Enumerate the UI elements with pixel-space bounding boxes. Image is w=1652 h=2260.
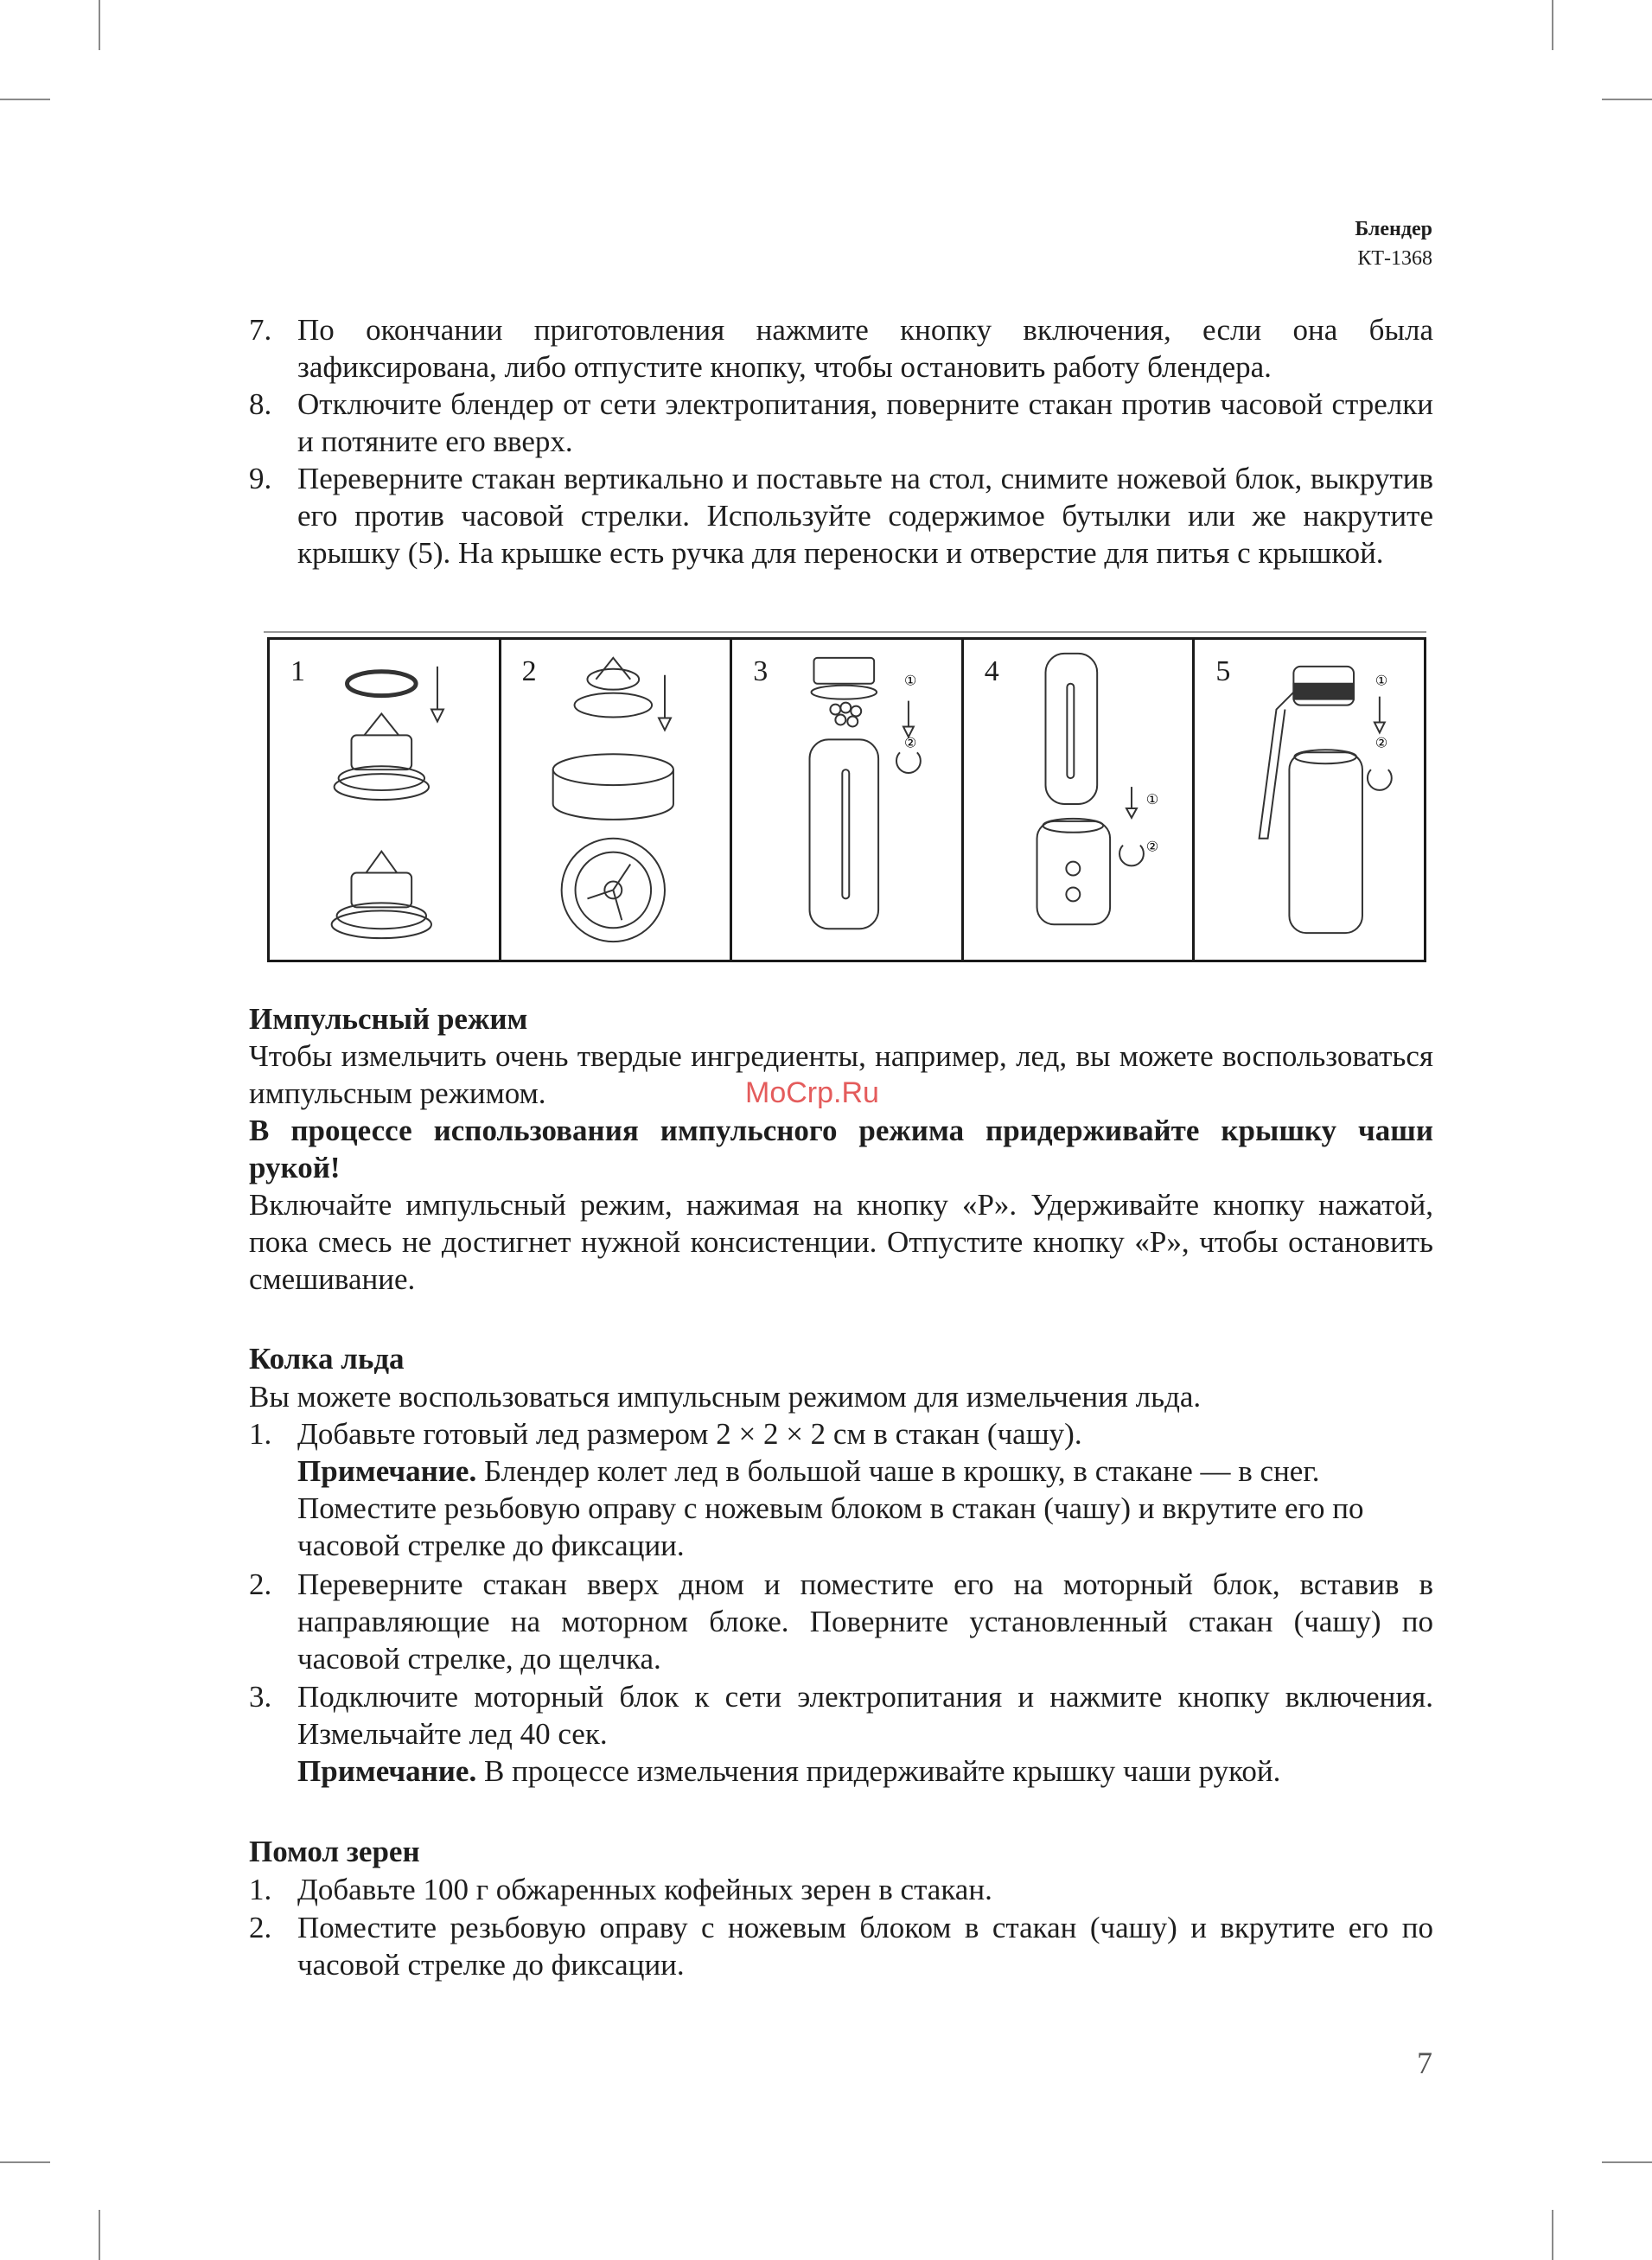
- bottle-with-beans-illustration: [732, 640, 961, 960]
- list-item: [249, 1871, 1433, 1908]
- section-heading: Помол зерен: [249, 1835, 420, 1868]
- paragraph: [201, 1378, 1433, 1415]
- item-text: Поместите резьбовую оправу с ножевым блоком в стакан (чашу) и вкрутите его по часовой стрелке до фиксации.: [297, 1911, 1433, 1982]
- item-text: Переверните стакан вверх дном и поместите его на моторный блок, вставив в направляющие на моторном блоке. Поверните установленный стакан (чашу) по часовой стрелке, до щелчка.: [297, 1567, 1433, 1676]
- step-marker-2: ②: [1145, 840, 1158, 855]
- crop-mark: [1602, 99, 1652, 100]
- list-item: [249, 1909, 1433, 1983]
- note-label: Примечание.: [297, 1454, 477, 1488]
- crop-mark: [1602, 2161, 1652, 2163]
- header-title: Блендер: [1355, 218, 1432, 240]
- item-text: Добавьте готовый лед размером 2 × 2 × 2 см в стакан (чашу).: [297, 1417, 1082, 1451]
- item-number: 2.: [249, 1567, 272, 1601]
- paragraph: [201, 1112, 1433, 1186]
- note-text: Блендер колет лед в большой чаше в крошку, в стакане — в снег. Поместите резьбовую оправу с ножевым блоком в стакан (чашу) и вкрутите его по часовой стрелке до фиксации.: [297, 1454, 1364, 1562]
- list-item: [249, 1566, 1433, 1677]
- step-marker-2: ②: [1375, 736, 1388, 751]
- list-item: [249, 386, 1433, 460]
- threaded-ring-illustration: [501, 640, 730, 960]
- item-number: 1.: [249, 1873, 272, 1906]
- item-number: 7.: [249, 313, 272, 347]
- section-heading: Колка льда: [249, 1342, 405, 1376]
- panel-label: 5: [1215, 655, 1231, 687]
- step-marker-2: ②: [904, 736, 917, 751]
- ice-intro: Вы можете воспользоваться импульсным режимом для измельчения льда.: [249, 1380, 1202, 1414]
- figure-panel-5: [1195, 640, 1424, 960]
- item-number: 8.: [249, 387, 272, 421]
- panel-label: 1: [290, 655, 305, 687]
- figure-panel-4: [964, 640, 1196, 960]
- running-header: [1355, 214, 1432, 273]
- item-text: Подключите моторный блок к сети электропитания и нажмите кнопку включения. Измельчайте лед 40 сек.: [297, 1680, 1433, 1751]
- figure-top-rule: [264, 631, 1426, 633]
- list-item: [249, 460, 1433, 571]
- panel-label: 3: [753, 655, 769, 687]
- step-marker-1: ①: [1375, 674, 1388, 689]
- list-item: [249, 311, 1433, 386]
- header-model: КТ-1368: [1357, 247, 1432, 270]
- crop-mark: [99, 0, 100, 50]
- crop-mark: [99, 2210, 100, 2260]
- item-text: По окончании приготовления нажмите кнопку включения, если она была зафиксирована, либо отпустите кнопку, чтобы остановить работу блендера.: [297, 313, 1433, 384]
- panel-label: 2: [521, 655, 537, 687]
- blade-assembly-illustration: [270, 640, 499, 960]
- pulse-warning: В процессе использования импульсного режима придерживайте крышку чаши рукой!: [249, 1114, 1433, 1184]
- crop-mark: [1552, 0, 1553, 50]
- step-marker-1: ①: [1145, 792, 1158, 808]
- bottle-on-motor-illustration: [964, 640, 1193, 960]
- page-number: 7: [1417, 2046, 1432, 2080]
- pulse-paragraph-3: Включайте импульсный режим, нажимая на кнопку «P». Удерживайте кнопку нажатой, пока смесь не достигнет нужной консистенции. Отпустите кнопку «P», чтобы остановить смешивание.: [249, 1188, 1433, 1296]
- item-text: Добавьте 100 г обжаренных кофейных зерен в стакан.: [297, 1873, 992, 1906]
- panel-label: 4: [984, 655, 999, 687]
- item-text: Переверните стакан вертикально и поставьте на стол, снимите ножевой блок, выкрутив его против часовой стрелки. Используйте содержимое бутылки или же накрутите крышку (5). На крышке есть ручка для переноски и отверстие для питья с крышкой.: [297, 462, 1433, 570]
- section-heading: Импульсный режим: [249, 1002, 528, 1036]
- item-number: 3.: [249, 1680, 272, 1714]
- list-item: [249, 1678, 1433, 1790]
- figure-panel-2: [501, 640, 733, 960]
- figure-panel-1: [270, 640, 501, 960]
- note-label: Примечание.: [297, 1754, 477, 1788]
- figure-panel-3: [732, 640, 964, 960]
- crop-mark: [0, 2161, 50, 2163]
- list-item: [249, 1415, 1433, 1564]
- item-number: 1.: [249, 1417, 272, 1451]
- bottle-with-lid-illustration: [1195, 640, 1424, 960]
- item-number: 2.: [249, 1911, 272, 1944]
- crop-mark: [0, 99, 50, 100]
- item-text: Отключите блендер от сети электропитания, поверните стакан против часовой стрелки и потяните его вверх.: [297, 387, 1433, 458]
- item-number: 9.: [249, 462, 272, 495]
- paragraph: [201, 1186, 1433, 1298]
- crop-mark: [1552, 2210, 1553, 2260]
- assembly-figure: [267, 637, 1426, 962]
- note-text: В процессе измельчения придерживайте крышку чаши рукой.: [476, 1754, 1281, 1788]
- watermark: MoCrp.Ru: [745, 1076, 879, 1109]
- pulse-paragraph-1: Чтобы измельчить очень твердые ингредиенты, например, лед, вы можете воспользоваться импульсным режимом.: [249, 1039, 1433, 1110]
- step-marker-1: ①: [904, 674, 917, 689]
